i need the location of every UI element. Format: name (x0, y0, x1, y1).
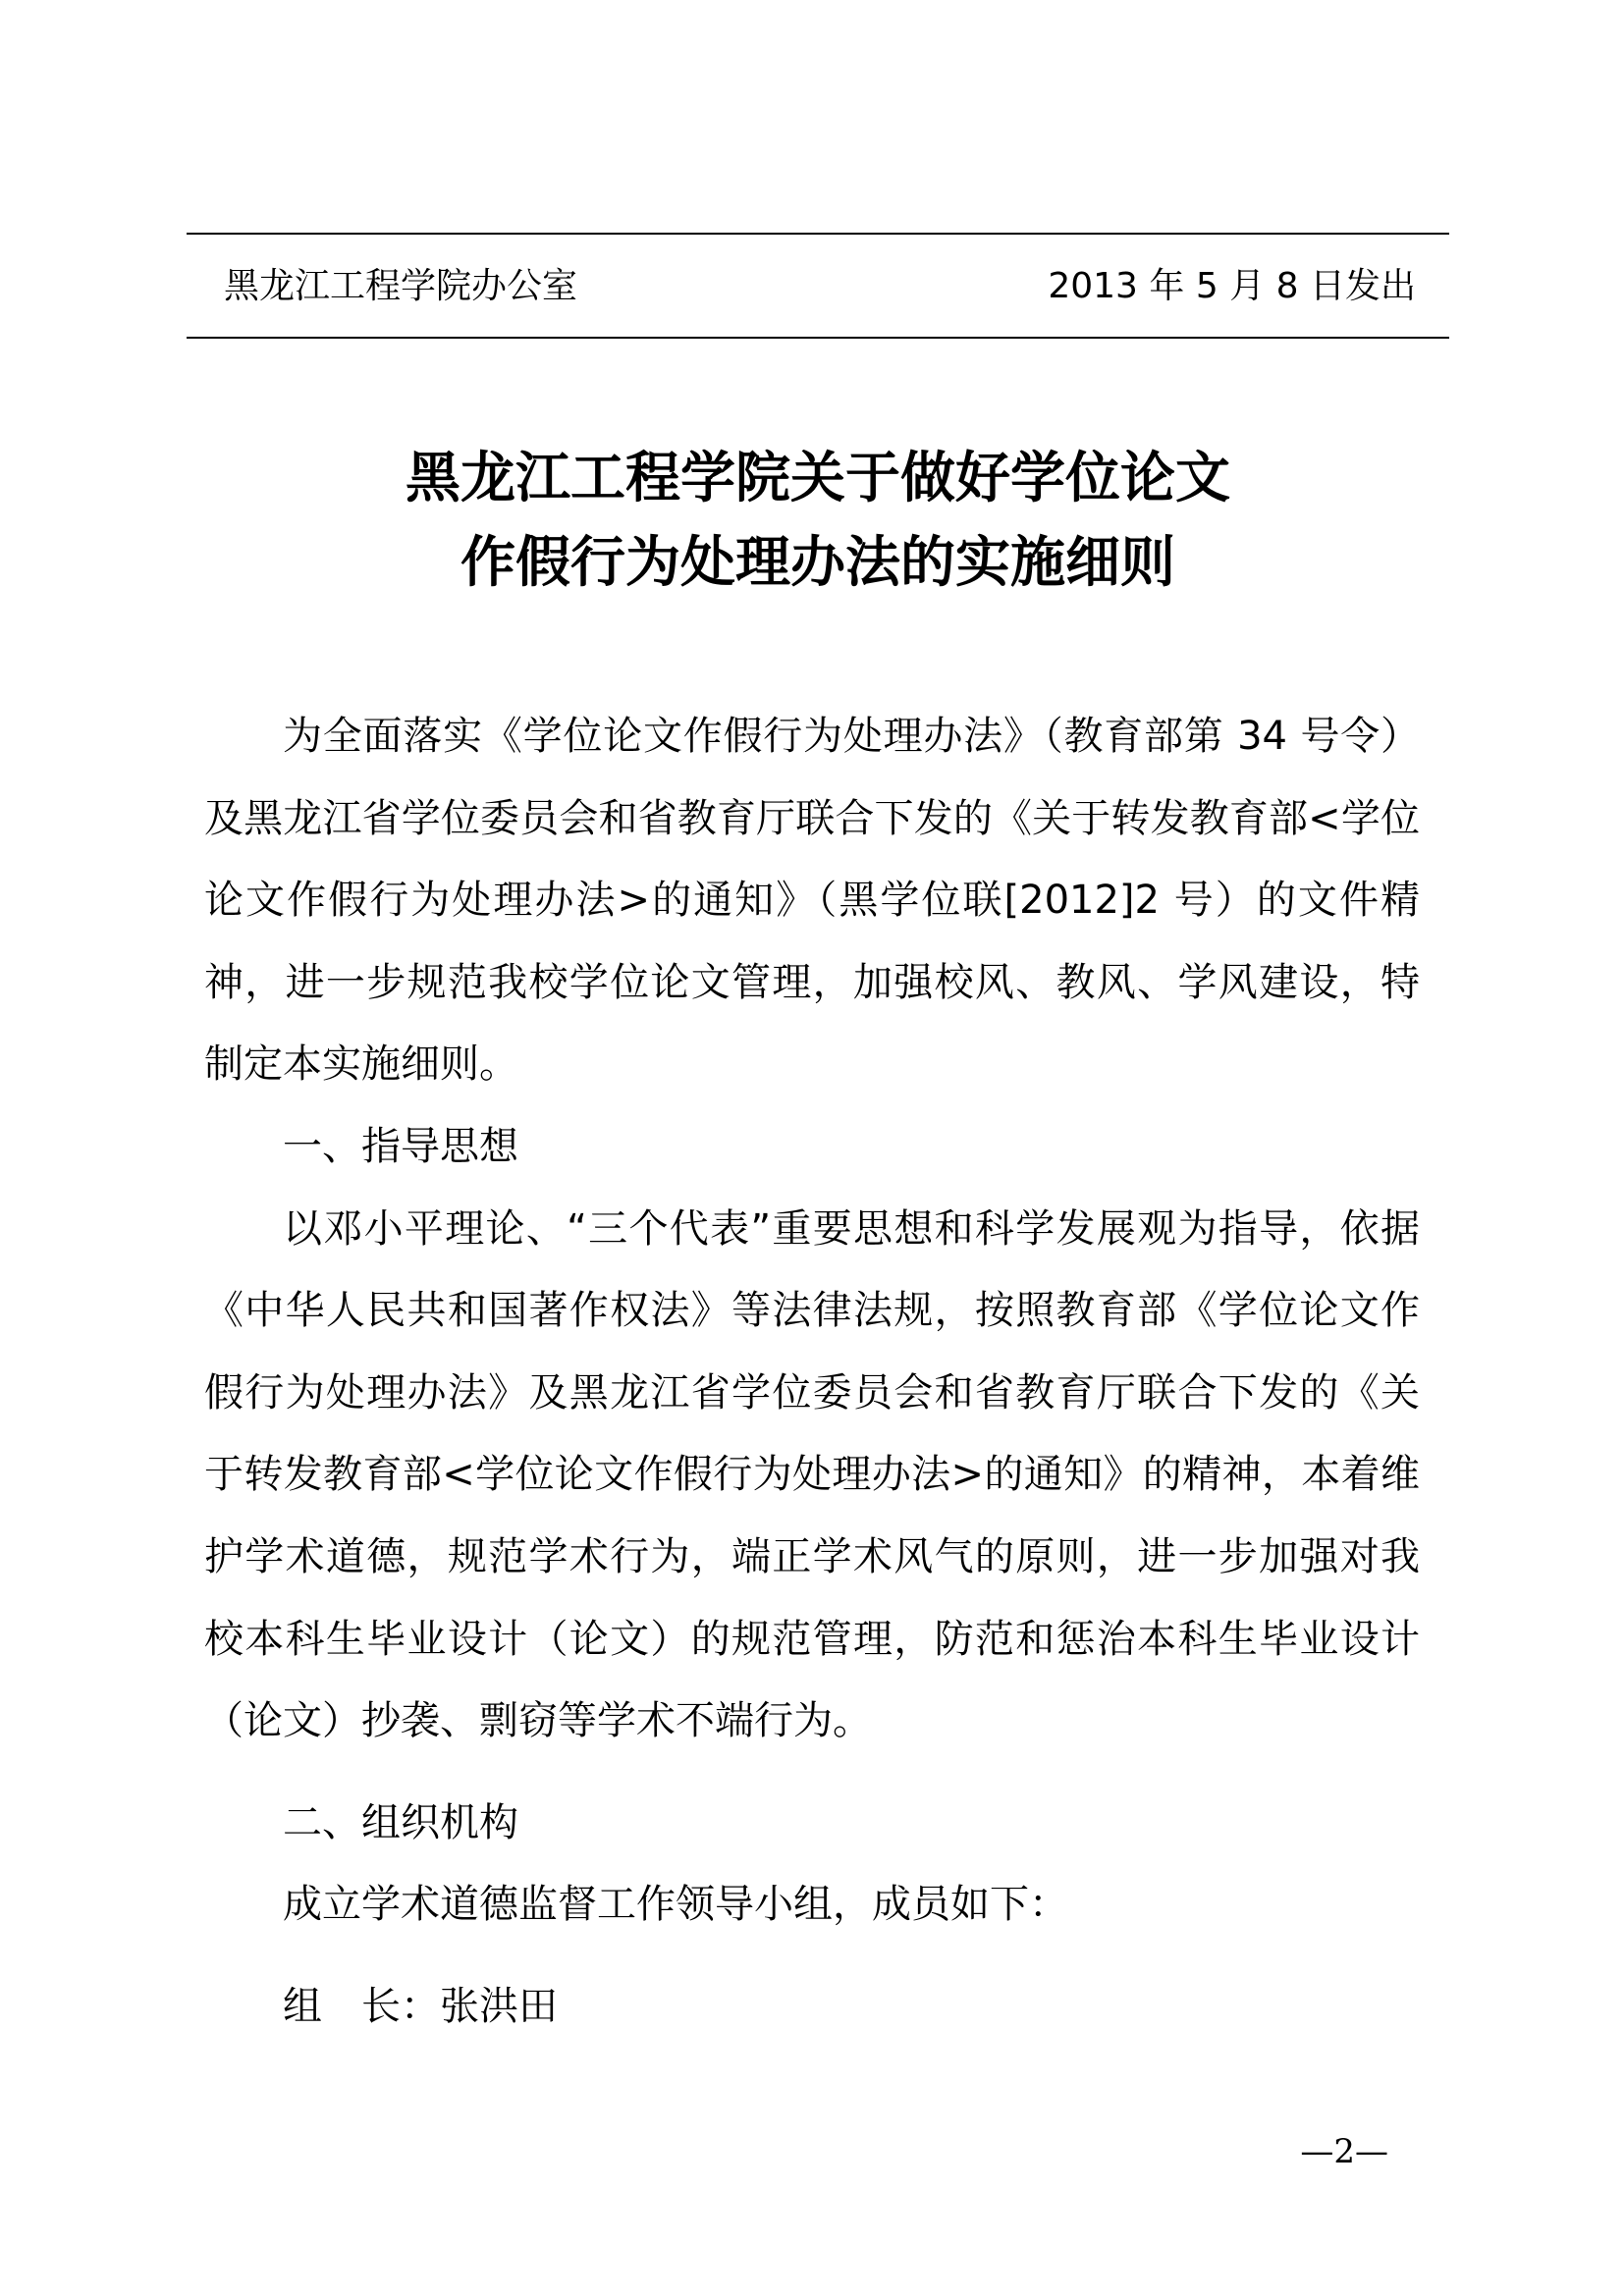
guiding-ideology-paragraph: 以邓小平理论、“三个代表”重要思想和科学发展观为指导，依据《中华人民共和国著作权法》等法律法规，按照教育部《学位论文作假行为处理办法》及黑龙江省学位委员会和省教育厅联合下发的《关于转发教育部<学位论文作假行为处理办法>的通知》的精神，本着维护学术道德，规范学术行为，端正学术风气的原则，进一步加强对我校本科生毕业设计（论文）的规范管理，防范和惩治本科生毕业设计（论文）抄袭、剽窃等学术不端行为。 (204, 1205, 1420, 1744)
organization-paragraph: 成立学术道德监督工作领导小组，成员如下： (283, 1882, 1068, 1928)
header-bottom-rule (187, 337, 1449, 339)
page-number: —2— (1300, 2132, 1388, 2171)
document-title-line-1: 黑龙江工程学院关于做好学位论文 (406, 446, 1230, 510)
leader-line: 组 长：张洪田 (283, 1983, 558, 2029)
section-heading-organization: 二、组织机构 (283, 1799, 518, 1845)
document-title-line-2: 作假行为处理办法的实施细则 (460, 530, 1175, 595)
section-heading-guiding-ideology: 一、指导思想 (283, 1123, 518, 1169)
issue-date: 2013 年 5 月 8 日发出 (1048, 266, 1416, 306)
document-body (204, 696, 1420, 2049)
issuing-office: 黑龙江工程学院办公室 (224, 266, 578, 306)
header-top-rule (187, 233, 1449, 235)
intro-paragraph: 为全面落实《学位论文作假行为处理办法》（教育部第 34 号令）及黑龙江省学位委员会和省教育厅联合下发的《关于转发教育部<学位论文作假行为处理办法>的通知》（黑学位联[2012]2 号）的文件精神，进一步规范我校学位论文管理，加强校风、教风、学风建设，特制定本实施细则。 (204, 714, 1420, 1088)
document-title (187, 436, 1449, 605)
